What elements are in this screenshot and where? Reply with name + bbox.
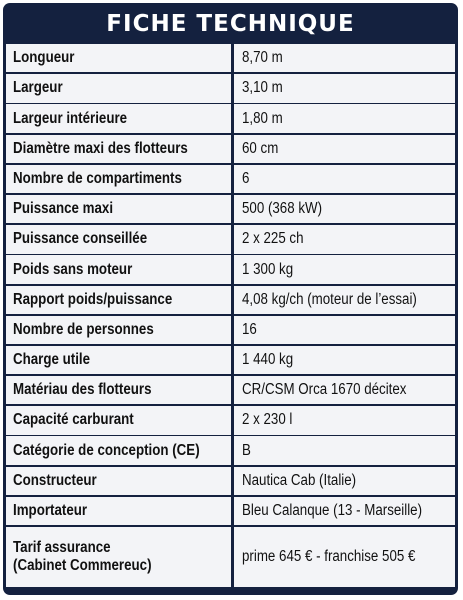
spec-row [6,44,455,72]
spec-label: Puissance conseillée [13,230,148,248]
spec-label: Capacité carburant [13,411,134,429]
spec-value: 4,08 kg/ch (moteur de l’essai) [242,290,417,308]
spec-value: 1 440 kg [242,351,294,369]
spec-label: Constructeur [13,471,97,489]
spec-label: Charge utile [13,351,91,369]
spec-label: Tarif assurance (Cabinet Commereuc) [13,539,152,574]
spec-label: Nombre de compartiments [13,169,182,187]
spec-label: Largeur intérieure [13,109,128,127]
spec-value: CR/CSM Orca 1670 décitex [242,381,407,399]
spec-value: 1 300 kg [242,260,294,278]
spec-value: 3,10 m [242,79,283,97]
spec-value: 1,80 m [242,109,283,127]
spec-value: 2 x 230 l [242,411,293,429]
spec-label: Longueur [13,49,75,67]
spec-label: Puissance maxi [13,200,114,218]
spec-label: Catégorie de conception (CE) [13,441,200,459]
spec-value: 6 [242,169,250,187]
spec-row [6,104,455,132]
spec-label: Importateur [13,502,88,519]
spec-value: 60 cm [242,139,279,157]
spec-row [6,225,455,253]
spec-row [6,436,455,464]
spec-row [6,74,455,102]
spec-label: Matériau des flotteurs [13,381,152,399]
spec-row [6,497,455,525]
spec-label: Poids sans moteur [13,260,133,278]
spec-value: prime 645 € - franchise 505 € [242,548,416,565]
spec-row [6,467,455,495]
spec-sheet [3,3,458,595]
spec-label: Largeur [13,79,63,97]
spec-row [6,165,455,193]
spec-row [6,316,455,344]
spec-label: Nombre de personnes [13,320,154,338]
sheet-title: FICHE TECHNIQUE [106,10,355,37]
spec-label: Rapport poids/puissance [13,290,173,308]
spec-row [6,527,455,587]
spec-value: 2 x 225 ch [242,230,304,248]
spec-row [6,286,455,314]
spec-label: Diamètre maxi des flotteurs [13,139,188,157]
spec-value: Nautica Cab (Italie) [242,471,357,489]
spec-row [6,255,455,283]
spec-value: Bleu Calanque (13 - Marseille) [242,502,423,519]
spec-value: 8,70 m [242,49,283,67]
spec-row [6,195,455,223]
spec-value: B [242,441,251,459]
spec-row [6,135,455,163]
spec-row [6,406,455,434]
spec-table [6,44,455,587]
spec-row [6,376,455,404]
spec-value: 500 (368 kW) [242,200,323,218]
spec-value: 16 [242,320,257,338]
spec-row [6,346,455,374]
